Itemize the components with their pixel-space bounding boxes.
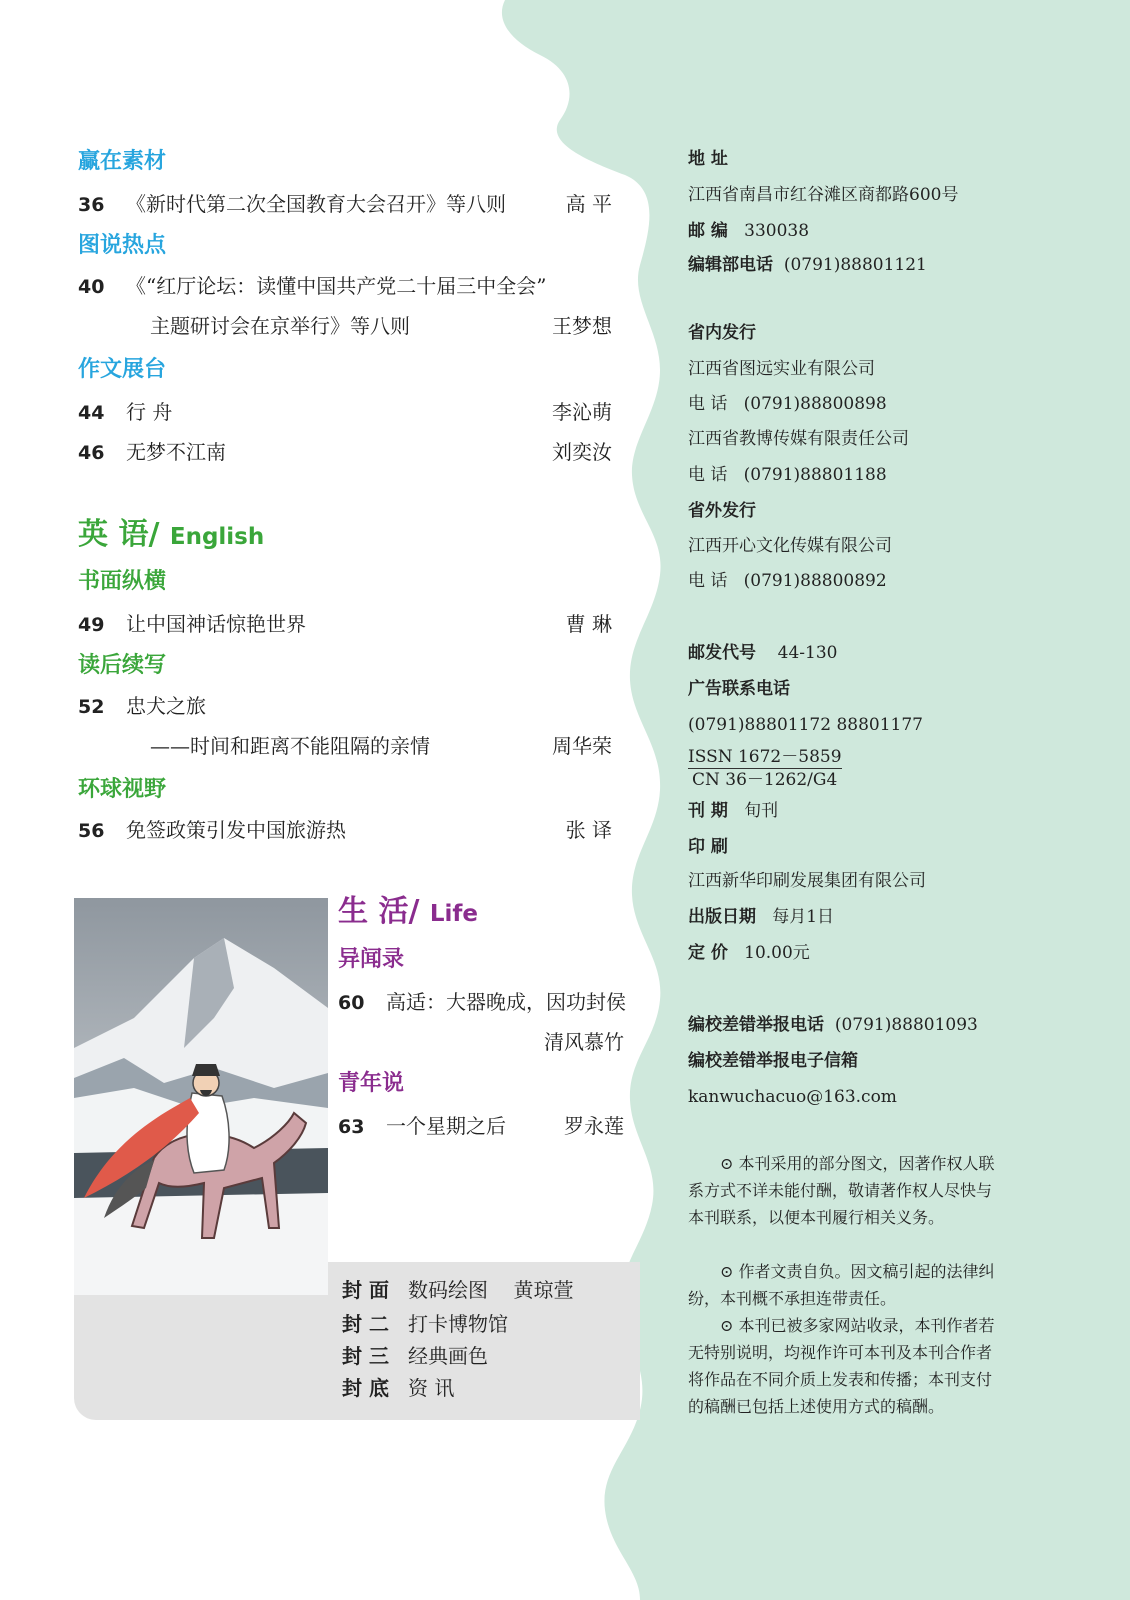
domestic-distributor-1: 江西省图远实业有限公司 [688,359,875,379]
cover-credit-back [342,1378,454,1398]
toc-entry-52[interactable] [78,696,206,717]
domestic-label: 省内发行 [688,323,756,343]
cover-credit-second [342,1314,508,1334]
section-title-global-view: 环球视野 [78,777,167,802]
entry-author: 清风慕竹 [544,1030,624,1054]
page-number: 40 [78,276,105,298]
entry-title: 《新时代第二次全国教育大会召开》等八则 [126,192,506,216]
postcode: 邮 编 330038 [688,221,810,241]
cover-credit-third [342,1346,488,1366]
external-label: 省外发行 [688,501,756,521]
illustration-rider-in-snow [74,898,328,1295]
print-label: 印 刷 [688,837,728,857]
notice-copyright: ⊙ 本刊采用的部分图文，因著作权人联系方式不详未能付酬，敬请著作权人尽快与本刊联系，以便本刊履行相关义务。 [688,1154,995,1227]
ad-phones: (0791)88801172 88801177 [688,715,923,735]
cn-number: CN 36－1262/G4 [692,770,838,790]
toc-entry-40[interactable] [78,276,546,297]
toc-entry-44[interactable] [78,402,172,423]
cover-credit-front [342,1280,573,1300]
entry-author: 曹 琳 [565,612,612,636]
entry-title-line2: 主题研讨会在京举行》等八则 [150,314,410,338]
section-title-essays: 作文展台 [78,357,167,382]
page-number: 63 [338,1116,365,1138]
page-number: 56 [78,820,105,842]
entry-title: 行 舟 [126,400,173,424]
entry-author: 李沁萌 [552,400,612,424]
section-title-material: 赢在素材 [78,149,167,174]
cover-label: 封 二 [342,1312,389,1336]
printer: 江西新华印刷发展集团有限公司 [688,871,926,891]
entry-author: 张 译 [565,818,612,842]
entry-author: 罗永莲 [564,1114,624,1138]
editorial-phone: 编辑部电话 (0791)88801121 [688,255,927,275]
ad-label: 广告联系电话 [688,679,790,699]
toc-entry-60[interactable] [338,992,626,1013]
section-title-anecdotes: 异闻录 [338,947,405,972]
page-number: 44 [78,402,105,424]
toc-entry-56[interactable] [78,820,346,841]
toc-entry-49[interactable] [78,614,306,635]
cover-text: 打卡博物馆 [408,1312,509,1336]
domestic-phone-2: 电 话 (0791)88801188 [688,465,887,485]
cover-label: 封 面 [342,1278,389,1302]
error-email[interactable]: kanwuchacuo@163.com [688,1087,897,1107]
toc-entry-46[interactable] [78,442,226,463]
toc-entry-36[interactable] [78,194,506,215]
toc-entry-63[interactable] [338,1116,506,1137]
section-heading-life [338,894,479,929]
postal-code: 邮发代号 44-130 [688,643,838,663]
entry-title: 高适：大器晚成，因功封侯 [386,990,626,1014]
entry-subtitle: ——时间和距离不能阻隔的亲情 [150,734,430,758]
cover-label: 封 底 [342,1376,389,1400]
issn: ISSN 1672－5859 [688,747,842,767]
entry-title: 《“红厅论坛：读懂中国共产党二十届三中全会” [126,274,547,298]
page-number: 60 [338,992,365,1014]
period: 刊 期 旬刊 [688,801,779,821]
heading-en: English [169,524,265,550]
entry-title: 一个星期之后 [386,1114,506,1138]
domestic-phone-1: 电 话 (0791)88800898 [688,394,887,414]
heading-zh: 生 活/ [338,894,420,929]
domestic-distributor-2: 江西省教博传媒有限责任公司 [688,429,909,449]
page-number: 46 [78,442,105,464]
page-number: 52 [78,696,105,718]
cover-label: 封 三 [342,1344,389,1368]
page-number: 36 [78,194,105,216]
cover-author: 黄琼萱 [513,1278,574,1302]
entry-title: 免签政策引发中国旅游热 [126,818,346,842]
heading-zh: 英 语/ [78,517,160,552]
heading-en: Life [429,901,479,927]
entry-title: 无梦不江南 [126,440,226,464]
section-title-writing: 书面纵横 [78,569,167,594]
error-email-label: 编校差错举报电子信箱 [688,1051,858,1071]
section-title-continuation: 读后续写 [78,653,167,678]
entry-author: 高 平 [565,192,612,216]
entry-author: 周华荣 [552,734,612,758]
entry-title: 忠犬之旅 [126,694,206,718]
section-title-youth: 青年说 [338,1071,405,1096]
cover-text: 经典画色 [408,1344,489,1368]
entry-author: 王梦想 [552,314,612,338]
external-distributor-1: 江西开心文化传媒有限公司 [688,536,892,556]
section-heading-english [78,517,265,552]
publish-date: 出版日期 每月1日 [688,907,835,927]
error-phone: 编校差错举报电话 (0791)88801093 [688,1015,978,1035]
cover-text: 数码绘图 [408,1278,489,1302]
price: 定 价 10.00元 [688,943,810,963]
address: 江西省南昌市红谷滩区商都路600号 [688,185,959,205]
external-phone-1: 电 话 (0791)88800892 [688,571,887,591]
section-title-hot-topics: 图说热点 [78,233,167,258]
entry-author: 刘奕汝 [552,440,612,464]
notice-responsibility: ⊙ 作者文责自负。因文稿引起的法律纠纷，本刊概不承担连带责任。 [688,1262,995,1308]
address-label: 地 址 [688,149,728,169]
notice-online: ⊙ 本刊已被多家网站收录，本刊作者若无特别说明，均视作许可本刊及本刊合作者将作品在不同介质上发表和传播；本刊支付的稿酬已包括上述使用方式的稿酬。 [688,1316,995,1416]
entry-title: 让中国神话惊艳世界 [126,612,306,636]
cover-text: 资 讯 [408,1376,455,1400]
page-number: 49 [78,614,105,636]
